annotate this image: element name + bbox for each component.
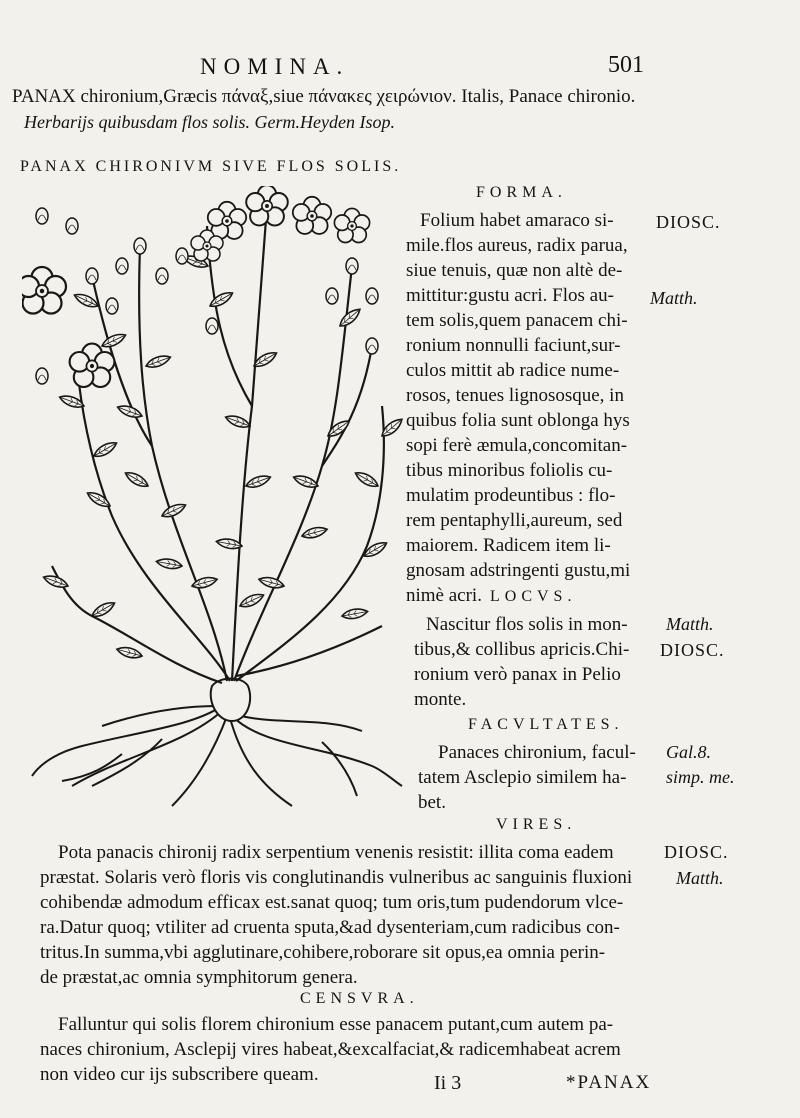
figure-title: PANAX CHIRONIVM SIVE FLOS SOLIS. xyxy=(20,158,402,175)
vires-line: ra.Datur quoq; vtiliter ad cruenta sputa,&ad dysenteriam,cum radicibus con- xyxy=(40,917,620,938)
margin-note-matthiolus: Matth. xyxy=(666,614,714,634)
forma-line: tem solis,quem panacem chi- xyxy=(406,310,628,331)
forma-line: quibus folia sunt oblonga hys xyxy=(406,410,630,431)
forma-line: rem pentaphylli,aureum, sed xyxy=(406,510,623,531)
margin-note-simp-med: simp. me. xyxy=(666,767,735,787)
catchword: *PANAX xyxy=(566,1072,652,1093)
forma-line: mulatim prodeuntibus : flo- xyxy=(406,485,616,506)
section-heading-forma: FORMA. xyxy=(476,184,567,201)
censura-line: naces chironium, Asclepij vires habeat,&excalfaciat,& radicemhabeat acrem xyxy=(40,1039,621,1060)
section-heading-facultates: FACVLTATES. xyxy=(468,716,624,733)
forma-line: rosos, tenues lignososque, in xyxy=(406,385,624,406)
vires-line: tritus.In summa,vbi agglutinare,cohibere,roborare sit opus,ea omnia perin- xyxy=(40,942,606,963)
forma-line: tibus minoribus foliolis cu- xyxy=(406,460,613,481)
forma-line: siue tenuis, quæ non altè de- xyxy=(406,260,623,281)
section-heading-locus: LOCVS. xyxy=(490,588,577,605)
forma-line: sopi ferè æmula,concomitan- xyxy=(406,435,628,456)
locus-line: Nascitur flos solis in mon- xyxy=(426,614,628,635)
forma-line: nimè acri. xyxy=(406,585,482,606)
names-line-1: PANAX chironium,Græcis πάναξ,siue πάνακες χειρώνιον. Italis, Panace chironio. xyxy=(12,86,636,107)
page-number: 501 xyxy=(608,52,644,78)
section-heading-vires: VIRES. xyxy=(496,816,577,833)
censura-line: non video cur ijs subscribere queam. xyxy=(40,1064,319,1085)
vires-line: cohibendæ admodum efficax est.sanat quoq; tum oris,tum pudendorum vlce- xyxy=(40,892,624,913)
censura-line: Falluntur qui solis florem chironium esse panacem putant,cum autem pa- xyxy=(58,1014,614,1035)
vires-line: de præstat,ac omnia symphitorum genera. xyxy=(40,967,358,988)
facultates-line: tatem Asclepio similem ha- xyxy=(418,767,627,788)
plant-woodcut-illustration xyxy=(22,186,406,822)
forma-line: mittitur:gustu acri. Flos au- xyxy=(406,285,614,306)
signature-mark: Ii 3 xyxy=(434,1072,462,1094)
locus-line: monte. xyxy=(414,689,467,710)
forma-line: culos mittit ab radice nume- xyxy=(406,360,620,381)
forma-line: gnosam adstringenti gustu,mi xyxy=(406,560,631,581)
running-title: NOMINA. xyxy=(200,54,350,79)
margin-note-dioscorides: DIOSC. xyxy=(660,640,725,660)
margin-note-dioscorides: DIOSC. xyxy=(656,212,721,232)
forma-line: mile.flos aureus, radix parua, xyxy=(406,235,628,256)
forma-line: Folium habet amaraco si- xyxy=(420,210,614,231)
locus-line: tibus,& collibus apricis.Chi- xyxy=(414,639,630,660)
vires-line: præstat. Solaris verò floris vis conglutinandis vulneribus ac sanguinis fluxioni xyxy=(40,867,633,888)
margin-note-dioscorides: DIOSC. xyxy=(664,842,729,862)
names-line-2: Herbarijs quibusdam flos solis. Germ.Heyden Isop. xyxy=(24,112,395,132)
locus-line: ronium verò panax in Pelio xyxy=(414,664,621,685)
vires-line: Pota panacis chironij radix serpentium venenis resistit: illita coma eadem xyxy=(58,842,614,863)
margin-note-matthiolus: Matth. xyxy=(650,288,698,308)
section-heading-censura: CENSVRA. xyxy=(300,990,419,1007)
margin-note-matthiolus: Matth. xyxy=(676,868,724,888)
forma-line: maiorem. Radicem item li- xyxy=(406,535,611,556)
forma-line: ronium nonnulli faciunt,sur- xyxy=(406,335,621,356)
facultates-line: bet. xyxy=(418,792,446,813)
margin-note-galen: Gal.8. xyxy=(666,742,711,762)
facultates-line: Panaces chironium, facul- xyxy=(438,742,636,763)
